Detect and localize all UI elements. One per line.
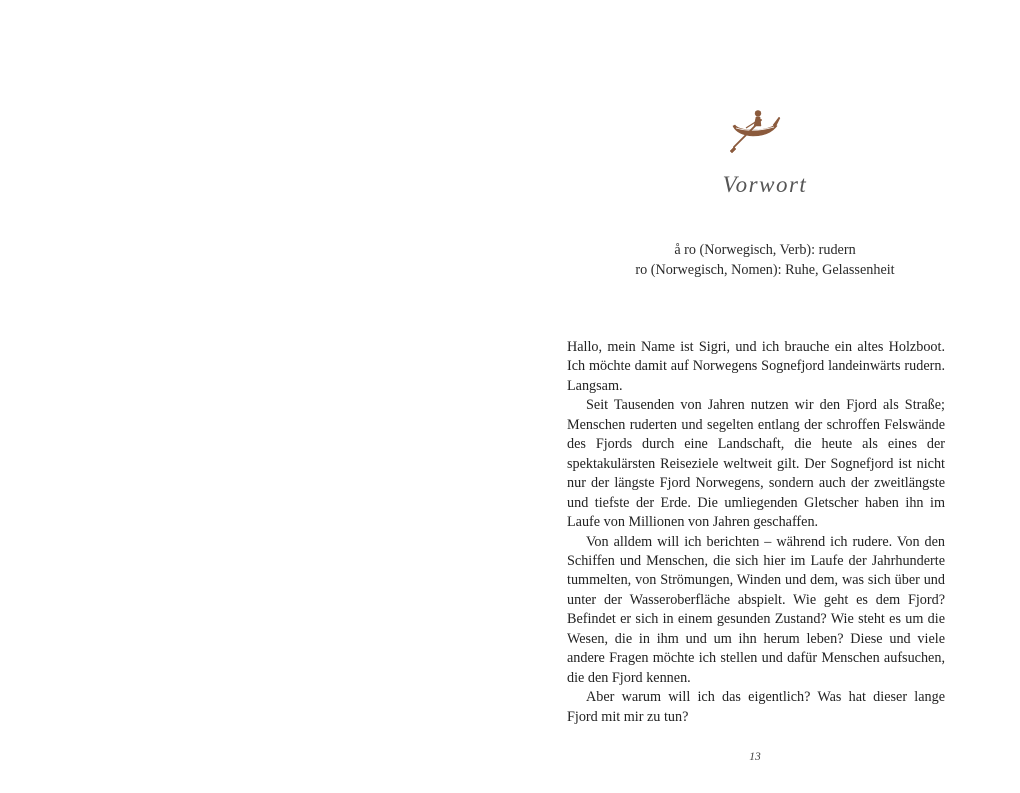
epigraph-line: å ro (Norwegisch, Verb): rudern xyxy=(674,242,856,258)
body-text xyxy=(567,338,945,727)
paragraph: Aber warum will ich das eigentlich? Was hat dieser lange Fjord mit mir zu tun? xyxy=(567,689,945,725)
right-page xyxy=(510,0,1020,793)
rowboat-icon xyxy=(727,104,783,154)
paragraph: Hallo, mein Name ist Sigri, und ich brauche ein altes Holzboot. Ich möchte damit auf Norwegens Sognefjord landeinwärts rudern. Langsam. xyxy=(567,339,945,394)
epigraph xyxy=(510,241,1020,280)
epigraph-line: ro (Norwegisch, Nomen): Ruhe, Gelassenheit xyxy=(635,261,895,278)
page-number: 13 xyxy=(749,751,761,763)
paragraph: Von alldem will ich berichten – während ich rudere. Von den Schiffen und Menschen, die sich hier im Laufe der Jahrhunderte tummelten, von Strömungen, Winden und dem, was sich über und unter der Wasseroberfläche abspielt. Wie geht es dem Fjord? Befindet er sich in einem gesunden Zustand? Wie steht es um die Wesen, die in ihm und um ihn herum leben? Diese und viele andere Fragen möchte ich stellen und dafür Menschen aufsuchen, die den Fjord kennen. xyxy=(567,533,945,686)
paragraph: Seit Tausenden von Jahren nutzen wir den Fjord als Straße; Menschen ruderten und segelten entlang der schroffen Felswände des Fjords durch eine Landschaft, die heute als eines der spektakulärsten Reiseziele weltweit gilt. Der Sognefjord ist nicht nur der längste Fjord Norwegens, sondern auch der zweitlängste und tiefste der Erde. Die umliegenden Gletscher haben ihn im Laufe von Millionen von Jahren geschaffen. xyxy=(567,397,945,531)
chapter-title: Vorwort xyxy=(722,172,808,197)
